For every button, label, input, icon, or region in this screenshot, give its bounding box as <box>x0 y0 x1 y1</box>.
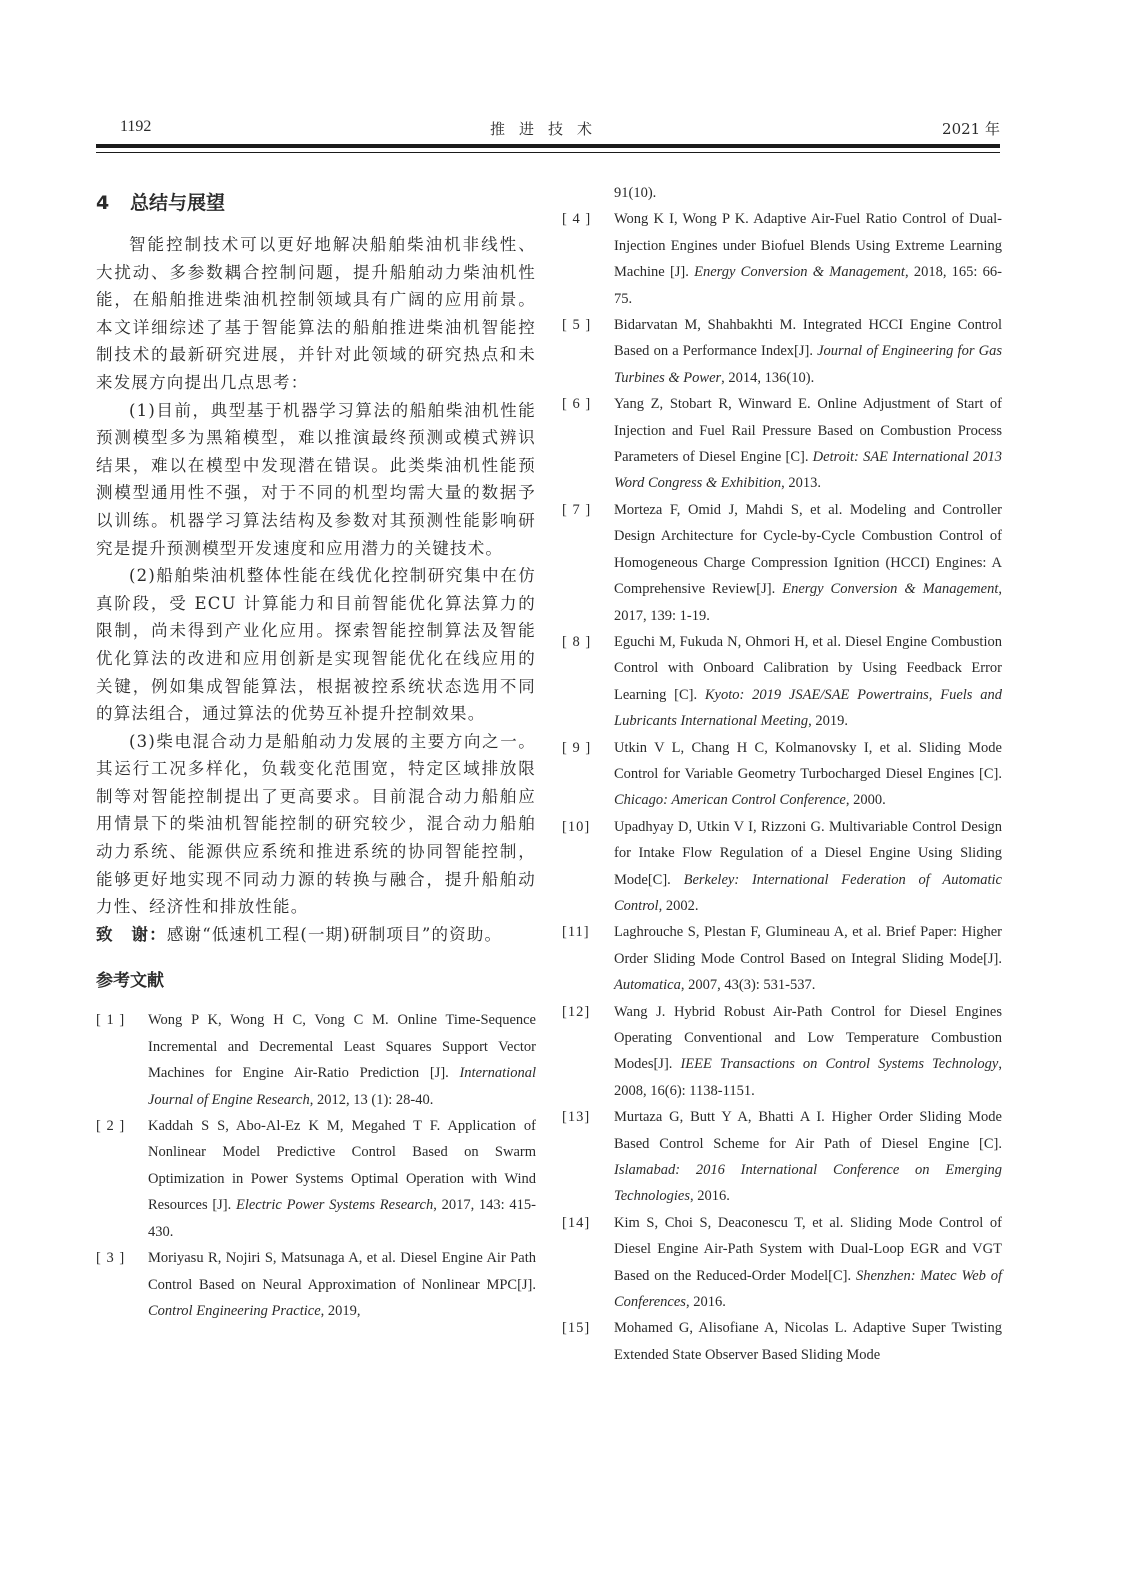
reference-details: , 2016. <box>685 1294 726 1311</box>
reference-text <box>614 1104 1002 1210</box>
reference-body: Wang J. Hybrid Robust Air-Path Control for Diesel Engines Operating Conventional and Low Temperature Combustion Modes[J]. <box>614 1003 1002 1073</box>
reference-index: [12] <box>562 1003 591 1020</box>
reference-index: [14] <box>562 1214 591 1231</box>
reference-item <box>562 814 1002 920</box>
issue-year: 2021 年 <box>942 120 1000 138</box>
reference-item <box>562 391 1002 497</box>
reference-index: [ 7 ] <box>562 501 592 518</box>
left-column <box>96 180 536 1324</box>
paragraph-point-3: (3)柴电混合动力是船舶动力发展的主要方向之一。其运行工况多样化，负载变化范围宽，特定区域排放限制等对智能控制提出了更高要求。目前混合动力船舶应用情景下的柴油机智能控制的研究较少，混合动力船舶动力系统、能源供应系统和推进系统的协同智能控制，能够更好地实现不同动力源的转换与融合，提升船舶动力性、经济性和排放性能。 <box>96 731 536 917</box>
reference-body: Moriyasu R, Nojiri S, Matsunaga A, et al. Diesel Engine Air Path Control Based on Neural Approximation of Nonlinear MPC[J]. <box>148 1250 536 1293</box>
references-heading: 参考文献 <box>96 971 164 992</box>
reference-body: Yang Z, Stobart R, Winward E. Online Adjustment of Start of Injection and Fuel Rail Pressure Based on Combustion Process Parameters of Diesel Engine [C]. <box>614 396 1002 466</box>
reference-source: Energy Conversion & Management <box>782 581 999 598</box>
reference-details: , 2017, 143: 415-430. <box>148 1197 536 1240</box>
reference-body: Eguchi M, Fukuda N, Ohmori H, et al. Diesel Engine Combustion Control with Onboard Calibration by Using Feedback Error Learning [C]. <box>614 633 1002 703</box>
paragraph-point-2: (2)船舶柴油机整体性能在线优化控制研究集中在仿真阶段，受 ECU 计算能力和目前智能优化算法算力的限制，尚未得到产业化应用。探索智能控制算法及智能优化算法的改进和应用创新是实现智能优化在线应用的关键，例如集成智能算法，根据被控系统状态选用不同的算法组合，通过算法的优势互补提升控制效果。 <box>96 566 536 724</box>
reference-text <box>614 629 1002 735</box>
reference-details: , 2016. <box>690 1188 730 1205</box>
acknowledgement-text: 感谢“低速机工程(一期)研制项目”的资助。 <box>166 924 503 944</box>
reference-text <box>614 814 1002 920</box>
paragraph-point-1: (1)目前，典型基于机器学习算法的船舶柴油机性能预测模型多为黑箱模型，难以推演最终预测或模式辨识结果，难以在模型中发现潜在错误。此类柴油机性能预测模型通用性不强，对于不同的机型均需大量的数据予以训练。机器学习算法结构及参数对其预测性能影响研究是提升预测模型开发速度和应用潜力的关键技术。 <box>96 400 536 558</box>
reference-details: , 2000. <box>845 792 886 809</box>
reference-source: Chicago: American Control Conference <box>614 792 846 809</box>
reference-body: Laghrouche S, Plestan F, Glumineau A, et al. Brief Paper: Higher Order Sliding Mode Control Based on Integral Sliding Mode[J]. <box>614 924 1002 967</box>
reference-text <box>614 919 1002 998</box>
reference-item <box>562 1210 1002 1316</box>
reference-item <box>96 1113 536 1245</box>
reference-index: [ 4 ] <box>562 211 592 228</box>
reference-item <box>562 999 1002 1105</box>
reference-item <box>562 629 1002 735</box>
page-number: 1192 <box>120 118 152 135</box>
acknowledgement <box>96 921 536 949</box>
reference-text <box>148 1245 536 1324</box>
reference-body: Murtaza G, Butt Y A, Bhatti A I. Higher Order Sliding Mode Based Control Scheme for Air Path of Diesel Engine [C]. <box>614 1109 1002 1152</box>
reference-source: International Journal of Engine Research <box>148 1065 536 1108</box>
reference-details: , 2017, 139: 1-19. <box>614 581 1002 624</box>
reference-text <box>614 1210 1002 1316</box>
reference-index: [10] <box>562 818 591 835</box>
reference-source: Shenzhen: Matec Web of Conferences <box>614 1267 1002 1311</box>
reference-text <box>614 735 1002 814</box>
reference-body: Upadhyay D, Utkin V I, Rizzoni G. Multivariable Control Design for Intake Flow Regulation of a Diesel Engine Using Sliding Mode[C]. <box>614 818 1002 888</box>
reference-body: Wong K I, Wong P K. Adaptive Air-Fuel Ratio Control of Dual-Injection Engines under Biofuel Blends Using Extreme Learning Machine [J]. <box>614 211 1002 281</box>
reference-details: , 2002. <box>658 897 699 914</box>
reference-details: , 2013. <box>781 475 822 492</box>
reference-source: Automatica <box>614 977 681 994</box>
reference-body: Morteza F, Omid J, Mahdi S, et al. Modeling and Controller Design Architecture for Cycle-by-Cycle Combustion Control of Homogeneous Charge Compression Ignition (HCCI) Engines: A Comprehensive Review[J]. <box>614 501 1002 598</box>
reference-list-right <box>562 206 1002 1368</box>
reference-details: , 2007, 43(3): 531-537. <box>680 977 816 994</box>
reference-text <box>614 391 1002 497</box>
reference-index: [ 8 ] <box>562 633 592 650</box>
reference-source: Islamabad: 2016 International Conference on Emerging Technologies <box>614 1162 1002 1205</box>
reference-index: [ 9 ] <box>562 739 592 756</box>
header-rule-thin <box>96 152 1000 153</box>
reference-index: [ 3 ] <box>96 1250 126 1267</box>
reference-item <box>562 497 1002 629</box>
reference-item <box>562 312 1002 391</box>
reference-details: , 2014, 136(10). <box>721 369 815 386</box>
section-heading <box>96 188 536 215</box>
reference-list-left <box>96 1007 536 1324</box>
reference-source: Control Engineering Practice <box>148 1302 321 1319</box>
reference-text <box>614 497 1002 629</box>
reference-text <box>614 312 1002 391</box>
reference-body: Mohamed G, Alisofiane A, Nicolas L. Adaptive Super Twisting Extended State Observer Based Sliding Mode <box>614 1320 1002 1363</box>
reference-item <box>562 1315 1002 1368</box>
reference-text <box>148 1113 536 1245</box>
journal-title: 推进技术 <box>489 120 606 138</box>
section-number: 4 <box>96 192 110 214</box>
paragraph-intro: 智能控制技术可以更好地解决船舶柴油机非线性、大扰动、多参数耦合控制问题，提升船舶动力柴油机性能，在船舶推进柴油机控制领域具有广阔的应用前景。本文详细综述了基于智能算法的船舶推进柴油机智能控制技术的最新研究进展，并针对此领域的研究热点和未来发展方向提出几点思考： <box>96 235 536 392</box>
reference-body: Utkin V L, Chang H C, Kolmanovsky I, et al. Sliding Mode Control for Variable Geometry Turbocharged Diesel Engines [C]. <box>614 739 1002 782</box>
reference-item <box>562 919 1002 998</box>
reference-source: Energy Conversion & Management <box>694 264 905 281</box>
reference-details: , 2019, <box>320 1302 361 1319</box>
reference-item <box>96 1245 536 1324</box>
reference-source: Kyoto: 2019 JSAE/SAE Powertrains, Fuels and Lubricants International Meeting <box>614 686 1002 730</box>
reference-text <box>614 1315 1002 1368</box>
reference-item <box>96 1007 536 1113</box>
reference-source: Journal of Engineering for Gas Turbines & Power <box>614 343 1002 386</box>
reference-item <box>562 735 1002 814</box>
reference-body: Kim S, Choi S, Deaconescu T, et al. Sliding Mode Control of Diesel Engine Air-Path System with Dual-Loop EGR and VGT Based on the Reduced-Order Model[C]. <box>614 1214 1002 1284</box>
right-column <box>562 180 1002 1368</box>
reference-body: Kaddah S S, Abo-Al-Ez K M, Megahed T F. Application of Nonlinear Model Predictive Control Based on Swarm Optimization in Power Systems Optimal Operation with Wind Resources [J]. <box>148 1118 536 1214</box>
reference-source: IEEE Transactions on Control Systems Technology <box>680 1056 999 1073</box>
header-rule-thick <box>96 144 1000 148</box>
reference-source: Electric Power Systems Research <box>235 1197 434 1214</box>
reference-index: [ 2 ] <box>96 1118 126 1135</box>
reference-index: [15] <box>562 1320 591 1337</box>
reference-details: , 2012, 13 (1): 28-40. <box>309 1091 434 1108</box>
reference-text <box>614 206 1002 312</box>
reference-index: [ 5 ] <box>562 317 592 334</box>
reference-index: [ 1 ] <box>96 1012 126 1029</box>
reference-text <box>614 999 1002 1105</box>
reference-index: [13] <box>562 1109 591 1126</box>
reference-3-continuation: 91(10). <box>614 185 657 201</box>
reference-index: [11] <box>562 924 590 941</box>
acknowledgement-label: 致 谢： <box>96 924 167 944</box>
reference-index: [ 6 ] <box>562 396 592 413</box>
reference-source: Berkeley: International Federation of Automatic Control <box>614 871 1002 914</box>
section-title: 总结与展望 <box>130 192 226 214</box>
running-header <box>96 118 1000 140</box>
reference-item <box>562 1104 1002 1210</box>
reference-text <box>148 1007 536 1113</box>
reference-item <box>562 206 1002 312</box>
reference-body: Bidarvatan M, Shahbakhti M. Integrated HCCI Engine Control Based on a Performance Index[J]. <box>614 317 1002 360</box>
reference-details: , 2018, 165: 66-75. <box>614 264 1003 307</box>
reference-source: Detroit: SAE International 2013 Word Congress & Exhibition <box>614 449 1002 492</box>
reference-details: , 2019. <box>808 713 848 730</box>
reference-details: , 2008, 16(6): 1138-1151. <box>614 1056 1002 1099</box>
reference-body: Wong P K, Wong H C, Vong C M. Online Time-Sequence Incremental and Decremental Least Squares Support Vector Machines for Engine Air-Ratio Prediction [J]. <box>148 1012 536 1082</box>
